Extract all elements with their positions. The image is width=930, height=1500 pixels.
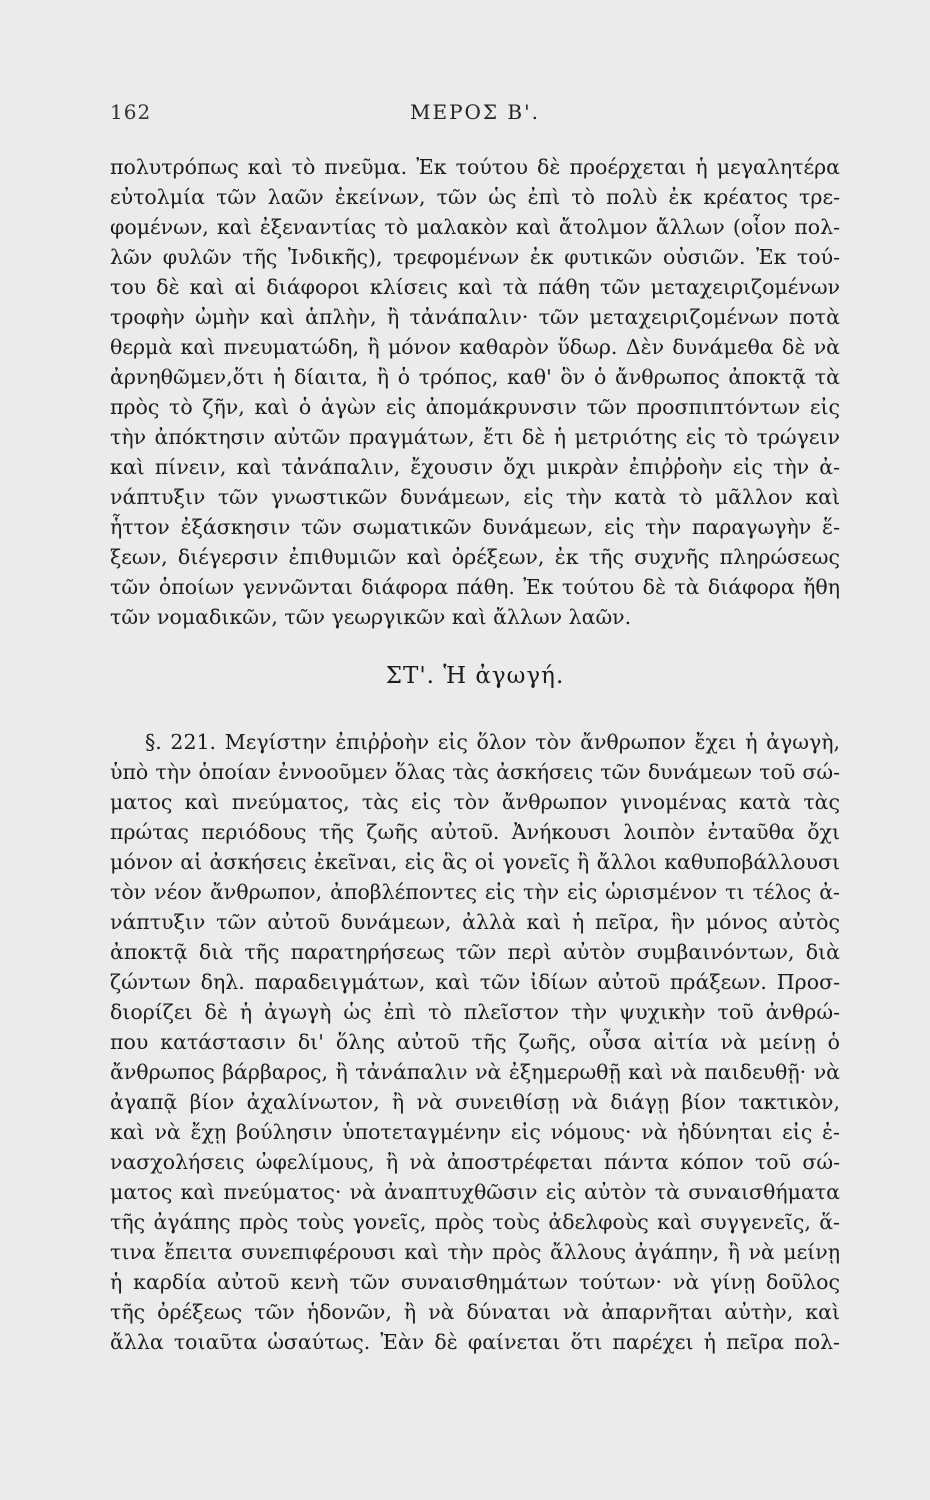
text-line: τὸν νέον ἄνθρωπον, ἀποβλέποντες εἰς τὴν εἰς ὡρισμένον τι τέλος ἀ- <box>110 880 840 904</box>
text-line: λῶν φυλῶν τῆς Ἰνδικῆς), τρεφομένων ἐκ φυτικῶν οὐσιῶν. Ἐκ τού- <box>110 245 840 269</box>
text-line: ματος καὶ πνεύματος, τὰς εἰς τὸν ἄνθρωπον γινομένας κατὰ τὰς <box>110 790 840 814</box>
text-line: ματος καὶ πνεύματος· νὰ ἀναπτυχθῶσιν εἰς αὐτὸν τὰ συναισθήματα <box>110 1180 840 1204</box>
text-line: ἡ καρδία αὐτοῦ κενὴ τῶν συναισθημάτων τούτων· νὰ γίνῃ δοῦλος <box>110 1270 840 1294</box>
text-line: ἀποκτᾷ διὰ τῆς παρατηρήσεως τῶν περὶ αὐτὸν συμβαινόντων, διὰ <box>110 940 840 964</box>
text-line: θερμὰ καὶ πνευματώδη, ἢ μόνον καθαρὸν ὕδωρ. Δὲν δυνάμεθα δὲ νὰ <box>110 335 840 359</box>
text-line: καὶ νὰ ἔχῃ βούλησιν ὑποτεταγμένην εἰς νόμους· νὰ ἠδύνηται εἰς ἐ- <box>110 1120 840 1144</box>
text-line: νάπτυξιν τῶν αὐτοῦ δυνάμεων, ἀλλὰ καὶ ἡ πεῖρα, ἣν μόνος αὐτὸς <box>110 910 840 934</box>
text-line: ἧττον ἐξάσκησιν τῶν σωματικῶν δυνάμεων, εἰς τὴν παραγωγὴν ἕ- <box>110 515 840 539</box>
paragraph-first-line: §. 221. Μεγίστην ἐπιῤῥοὴν εἰς ὅλον τὸν ἄνθρωπον ἔχει ἡ ἀγωγὴ, <box>145 730 840 754</box>
text-line: μόνον αἱ ἀσκήσεις ἐκεῖναι, εἰς ἃς οἱ γονεῖς ἢ ἄλλοι καθυποβάλλουσι <box>110 850 840 874</box>
text-line: τῆς ἀγάπης πρὸς τοὺς γονεῖς, πρὸς τοὺς ἀδελφοὺς καὶ συγγενεῖς, ἅ- <box>110 1210 840 1234</box>
text-line: πρώτας περιόδους τῆς ζωῆς αὐτοῦ. Ἀνήκουσι λοιπὸν ἐνταῦθα ὄχι <box>110 820 840 844</box>
page-number: 162 <box>110 100 152 124</box>
text-line: εὐτολμία τῶν λαῶν ἐκείνων, τῶν ὡς ἐπὶ τὸ πολὺ ἐκ κρέατος τρε- <box>110 185 840 209</box>
text-line: ζώντων δηλ. παραδειγμάτων, καὶ τῶν ἰδίων αὐτοῦ πράξεων. Προσ- <box>110 970 840 994</box>
text-line: πρὸς τὸ ζῆν, καὶ ὁ ἀγὼν εἰς ἀπομάκρυνσιν τῶν προσπιπτόντων εἰς <box>110 395 840 419</box>
text-line: τῶν ὁποίων γεννῶνται διάφορα πάθη. Ἐκ τούτου δὲ τὰ διάφορα ἤθη <box>110 575 840 599</box>
text-line: νασχολήσεις ὠφελίμους, ἢ νὰ ἀποστρέφεται πάντα κόπον τοῦ σώ- <box>110 1150 840 1174</box>
text-line: διορίζει δὲ ἡ ἀγωγὴ ὡς ἐπὶ τὸ πλεῖστον τὴν ψυχικὴν τοῦ ἀνθρώ- <box>110 1000 840 1024</box>
section-heading: ΣΤ'. Ἡ ἀγωγή. <box>385 663 565 689</box>
text-line: ξεων, διέγερσιν ἐπιθυμιῶν καὶ ὀρέξεων, ἐκ τῆς συχνῆς πληρώσεως <box>110 545 840 569</box>
text-line: του δὲ καὶ αἱ διάφοροι κλίσεις καὶ τὰ πάθη τῶν μεταχειριζομένων <box>110 275 840 299</box>
text-line: ἄλλα τοιαῦτα ὡσαύτως. Ἐὰν δὲ φαίνεται ὅτι παρέχει ἡ πεῖρα πολ- <box>110 1330 840 1354</box>
text-line: πολυτρόπως καὶ τὸ πνεῦμα. Ἐκ τούτου δὲ προέρχεται ἡ μεγαλητέρα <box>110 155 840 179</box>
running-head: ΜΕΡΟΣ Β'. <box>410 100 540 124</box>
page-header <box>110 100 840 136</box>
text-line: τροφὴν ὠμὴν καὶ ἁπλὴν, ἢ τἀνάπαλιν· τῶν μεταχειριζομένων ποτὰ <box>110 305 840 329</box>
text-line: νάπτυξιν τῶν γνωστικῶν δυνάμεων, εἰς τὴν κατὰ τὸ μᾶλλον καὶ <box>110 485 840 509</box>
text-line: τινα ἔπειτα συνεπιφέρουσι καὶ τὴν πρὸς ἄλλους ἀγάπην, ἢ νὰ μείνῃ <box>110 1240 840 1264</box>
text-line: τῶν νομαδικῶν, τῶν γεωργικῶν καὶ ἄλλων λαῶν. <box>110 605 632 629</box>
text-line: ὑπὸ τὴν ὁποίαν ἐννοοῦμεν ὅλας τὰς ἀσκήσεις τῶν δυνάμεων τοῦ σώ- <box>110 760 840 784</box>
text-line: ἀγαπᾷ βίον ἀχαλίνωτον, ἢ νὰ συνειθίσῃ νὰ διάγῃ βίον τακτικὸν, <box>110 1090 840 1114</box>
text-line: ἀρνηθῶμεν,ὅτι ἡ δίαιτα, ἢ ὁ τρόπος, καθ' ὃν ὁ ἄνθρωπος ἀποκτᾷ τὰ <box>110 365 840 389</box>
text-line: φομένων, καὶ ἐξεναντίας τὸ μαλακὸν καὶ ἄτολμον ἄλλων (οἷον πολ- <box>110 215 840 239</box>
text-line: καὶ πίνειν, καὶ τἀνάπαλιν, ἔχουσιν ὄχι μικρὰν ἐπιῤῥοὴν εἰς τὴν ἀ- <box>110 455 840 479</box>
text-line: ἄνθρωπος βάρβαρος, ἢ τἀνάπαλιν νὰ ἐξημερωθῇ καὶ νὰ παιδευθῇ· νὰ <box>110 1060 840 1084</box>
text-line: που κατάστασιν δι' ὅλης αὐτοῦ τῆς ζωῆς, οὖσα αἰτία νὰ μείνῃ ὁ <box>110 1030 840 1054</box>
text-line: τὴν ἀπόκτησιν αὐτῶν πραγμάτων, ἔτι δὲ ἡ μετριότης εἰς τὸ τρώγειν <box>110 425 840 449</box>
text-line: τῆς ὀρέξεως τῶν ἡδονῶν, ἢ νὰ δύναται νὰ ἀπαρνῆται αὐτὴν, καὶ <box>110 1300 840 1324</box>
